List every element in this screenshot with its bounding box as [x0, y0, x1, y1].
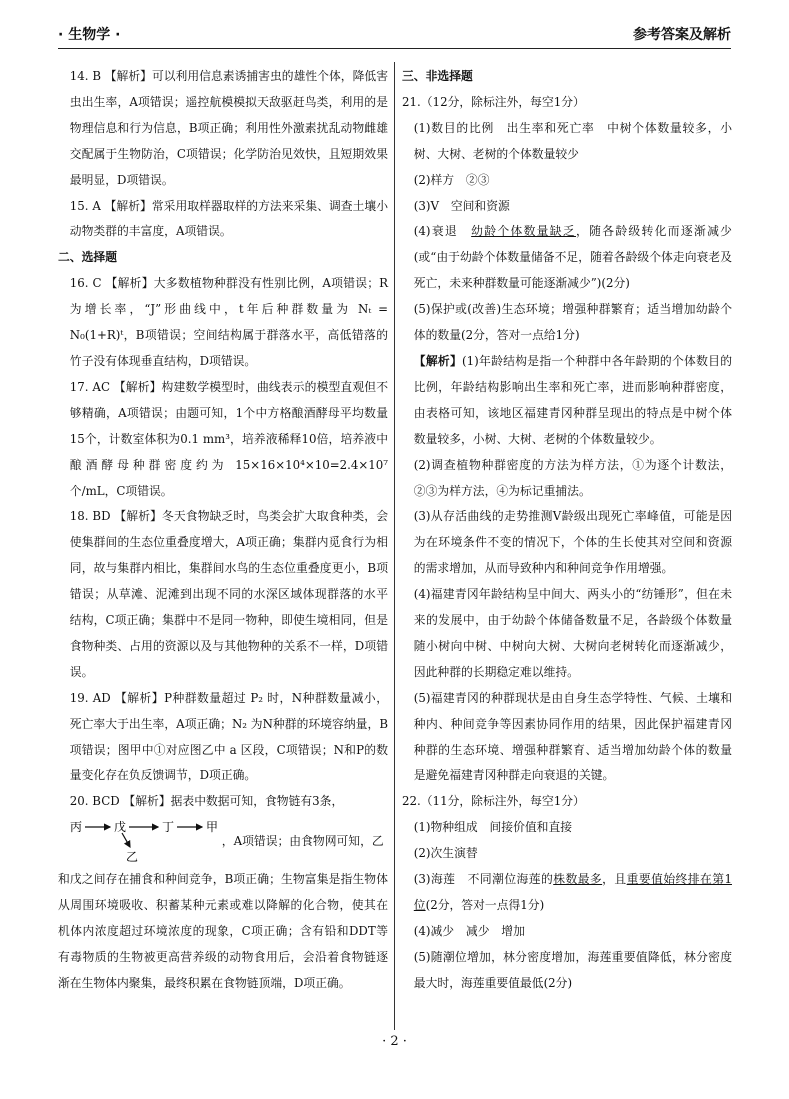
section-title: 参考答案及解析 — [633, 27, 731, 43]
answer-22-3-underlined-1: 株数最多 — [553, 872, 603, 887]
analysis-21-5: (5)福建青冈的种群现状是由自身生态学特性、气候、土壤和种内、种间竞争等因素协同作用的结果，因此保护福建青冈种群的生态环境、增强种群繁育、适当增加幼龄个体的数量是避免福建青冈种群走向衰退的关键。 — [413, 690, 732, 783]
chain-node-bing: 丙 — [69, 820, 82, 835]
answer-21-5: (5)保护或(改善)生态环境；增强种群繁育；适当增加幼龄个体的数量(2分，答对一点给1分) — [413, 302, 732, 343]
answer-22-3-c: (2分，答对一点得1分) — [425, 898, 545, 912]
answer-21-4-underlined: 幼龄个体数量缺乏 — [471, 224, 576, 239]
answer-22-3-underlined-2: 重要值始终排在第1位 — [413, 872, 732, 912]
answer-22-5: (5)随潮位增加，林分密度增加，海莲重要值降低，林分密度最大时，海莲重要值最低(2分) — [413, 949, 732, 990]
answer-21-1: (1)数目的比例 出生率和死亡率 中树个体数量较多，小树、大树、老树的个体数量较少 — [413, 120, 732, 161]
answer-22-3-a: (3)海莲 不同潮位海莲的 — [413, 872, 554, 887]
analysis-21-3: (3)从存活曲线的走势推测Ⅴ龄级出现死亡率峰值，可能是因为在环境条件不变的情况下，个体的生长使其对空间和资源的需求增加，从而导致种内和种间竞争作用增强。 — [413, 509, 732, 576]
analysis-21-2: (2)调查植物种群密度的方法为样方法，①为逐个计数法，②③为样方法，④为标记重捕法。 — [413, 457, 732, 498]
right-column — [402, 64, 732, 997]
chain-arrow-4 — [122, 833, 130, 847]
answer-20-rest: 和戊之间存在捕食和种间竞争，B项正确；生物富集是指生物体从周围环境吸收、积蓄某种元素或难以降解的化合物，使其在机体内浓度超过环境浓度的现象，C项正确；含有铅和DDT等有毒物质的生物被更高营养级的动物食用后，会沿着食物链逐渐在生物体内聚集，最终积累在食物链顶端，D项正确。 — [58, 872, 388, 990]
page-number: · 2 · — [382, 1034, 407, 1049]
answer-21-3: (3)Ⅴ 空间和资源 — [413, 198, 510, 213]
subject-title: · 生物学 · — [58, 27, 121, 43]
answer-20-after-chain: ，A项错误；由食物网可知，乙 — [221, 834, 384, 849]
analysis-21 — [402, 349, 732, 453]
section-heading-2: 二、选择题 — [58, 250, 117, 265]
answer-21-2: (2)样方 ②③ — [413, 172, 490, 187]
answer-19: 19. AD 【解析】P种群数量超过 P₂ 时，N种群数量减小，死亡率大于出生率，A项正确；N₂ 为N种群的环境容纳量，B项错误；图甲中①对应图乙中 a 区段，C项错误；N和P的数量变化存在负反馈调节，D项正确。 — [69, 690, 388, 783]
analysis-21-4: (4)福建青冈年龄结构呈中间大、两头小的“纺锤形”，但在未来的发展中，由于幼龄个体储备数量不足，各龄级个体数量随小树向中树、中树向大树、大树向老树转化而逐渐减少，因此种群的长期稳定难以维持。 — [413, 587, 732, 679]
answer-22-4: (4)减少 减少 增加 — [413, 923, 525, 938]
answer-22-3-b: ，且 — [602, 872, 627, 887]
answer-17: 17. AC 【解析】构建数学模型时，曲线表示的模型直观但不够精确，A项错误；由题可知，1个中方格酿酒酵母平均数量15个，计数室体积为0.1 mm³，培养液稀释10倍，培养液中酿酒酵母种群密度约为 15×16×10⁴×10=2.4×10⁷ 个/mL，C项错误。 — [69, 379, 388, 498]
chain-node-wu: 戊 — [113, 820, 126, 835]
answer-22-3 — [402, 867, 732, 919]
analysis-label: 【解析】 — [413, 353, 463, 368]
left-column — [58, 64, 388, 997]
answer-18: 18. BD 【解析】冬天食物缺乏时，鸟类会扩大取食种类，会使集群间的生态位重叠度增大，A项正确；集群内觅食行为相同，故与集群内相比，集群间水鸟的生态位重叠度更小，B项错误；从草滩、泥滩到出现不同的水深区域体现群落的水平结构，C项正确；集群中不是同一物种，即使生境相同，但是食物种类、占用的资源以及与其他物种的关系不一样，D项错误。 — [69, 509, 388, 679]
answer-20-lead: 20. BCD 【解析】据表中数据可知，食物链有3条， — [69, 794, 344, 809]
answer-21-4 — [402, 219, 732, 297]
answer-16: 16. C 【解析】大多数植物种群没有性别比例，A项错误；R为增长率，“J”形曲线中，t年后种群数量为 Nₜ = N₀(1+R)ᵗ，B项错误；空间结构属于群落水平，高低错落的竹子没有体现垂直结构，D项错误。 — [69, 276, 388, 368]
chain-node-yi: 乙 — [125, 850, 138, 865]
question-21-header: 21.（12分，除标注外，每空1分） — [402, 94, 585, 109]
food-chain-row — [58, 815, 388, 867]
section-heading-3: 三、非选择题 — [402, 69, 473, 83]
analysis-21-1: (1)年龄结构是指一个种群中各年龄期的个体数目的比例，年龄结构影响出生率和死亡率，进而影响种群密度，由表格可知，该地区福建青冈种群呈现出的特点是中树个体数量较多，小树、大树、老树的个体数量较少。 — [413, 353, 732, 446]
answer-14: 14. B 【解析】可以利用信息素诱捕害虫的雄性个体，降低害虫出生率，A项错误；遥控航模模拟天敌驱赶鸟类，利用的是物理信息和行为信息，B项正确；利用性外激素扰乱动物雌雄交配属于生物防治，C项错误；化学防治见效快，且短期效果最明显，D项错误。 — [69, 69, 388, 187]
answer-22-2: (2)次生演替 — [413, 846, 478, 861]
column-divider — [394, 62, 395, 1030]
chain-node-ding: 丁 — [161, 820, 174, 835]
chain-node-jia: 甲 — [205, 820, 218, 835]
answer-21-4-a: (4)衰退 — [413, 224, 472, 239]
page-header — [58, 14, 731, 49]
question-22-header: 22.（11分，除标注外，每空1分） — [402, 794, 585, 809]
food-chain-diagram — [70, 815, 220, 865]
answer-22-1: (1)物种组成 间接价值和直接 — [413, 820, 573, 835]
answer-15: 15. A 【解析】常采用取样器取样的方法来采集、调查土壤小动物类群的丰富度，A项错误。 — [69, 198, 388, 239]
answer-21-4-b: ，随各龄级转化而逐渐减少(或“由于幼龄个体数量储备不足，随着各龄级个体走向衰老及死亡，未来种群数量可能逐渐减少”)(2分) — [413, 224, 732, 291]
